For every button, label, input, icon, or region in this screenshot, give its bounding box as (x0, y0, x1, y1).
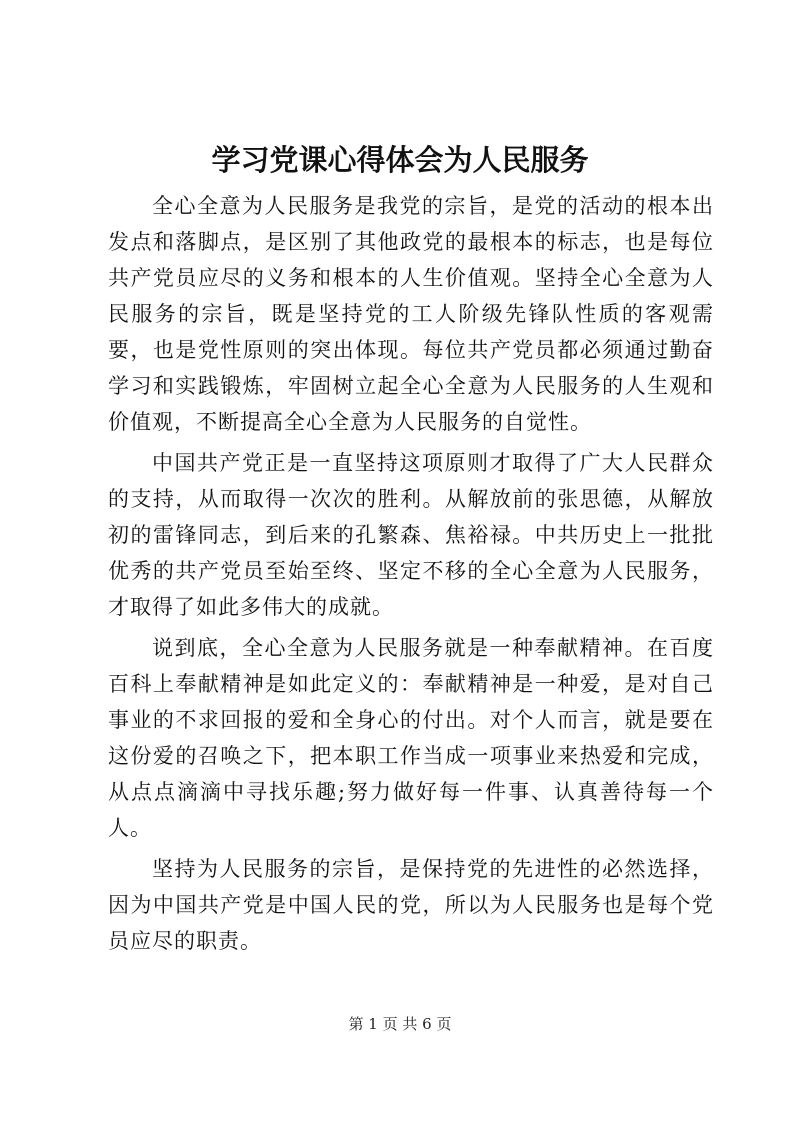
page-number-footer: 第 1 页 共 6 页 (348, 1015, 452, 1033)
paragraph: 全心全意为人民服务是我党的宗旨，是党的活动的根本出发点和落脚点，是区别了其他政党的最根本的标志，也是每位共产党员应尽的义务和根本的人生价值观。坚持全心全意为人民服务的宗旨，既是坚持党的工人阶级先锋队性质的客观需要，也是党性原则的突出体现。每位共产党员都必须通过勤奋学习和实践锻炼，牢固树立起全心全意为人民服务的人生观和价值观，不断提高全心全意为人民服务的自觉性。 (108, 194, 714, 434)
document-body (108, 188, 714, 964)
paragraph: 中国共产党正是一直坚持这项原则才取得了广大人民群众的支持，从而取得一次次的胜利。从解放前的张思德，从解放初的雷锋同志，到后来的孔繁森、焦裕禄。中共历史上一批批优秀的共产党员至始至终、坚定不移的全心全意为人民服务，才取得了如此多伟大的成就。 (108, 451, 714, 619)
document-title: 学习党课心得体会为人民服务 (211, 143, 589, 177)
paragraph: 说到底，全心全意为人民服务就是一种奉献精神。在百度百科上奉献精神是如此定义的：奉献精神是一种爱，是对自己事业的不求回报的爱和全身心的付出。对个人而言，就是要在这份爱的召唤之下，把本职工作当成一项事业来热爱和完成，从点点滴滴中寻找乐趣;努力做好每一件事、认真善待每一个人。 (108, 636, 714, 840)
paragraph: 坚持为人民服务的宗旨，是保持党的先进性的必然选择，因为中国共产党是中国人民的党，所以为人民服务也是每个党员应尽的职责。 (108, 857, 714, 953)
